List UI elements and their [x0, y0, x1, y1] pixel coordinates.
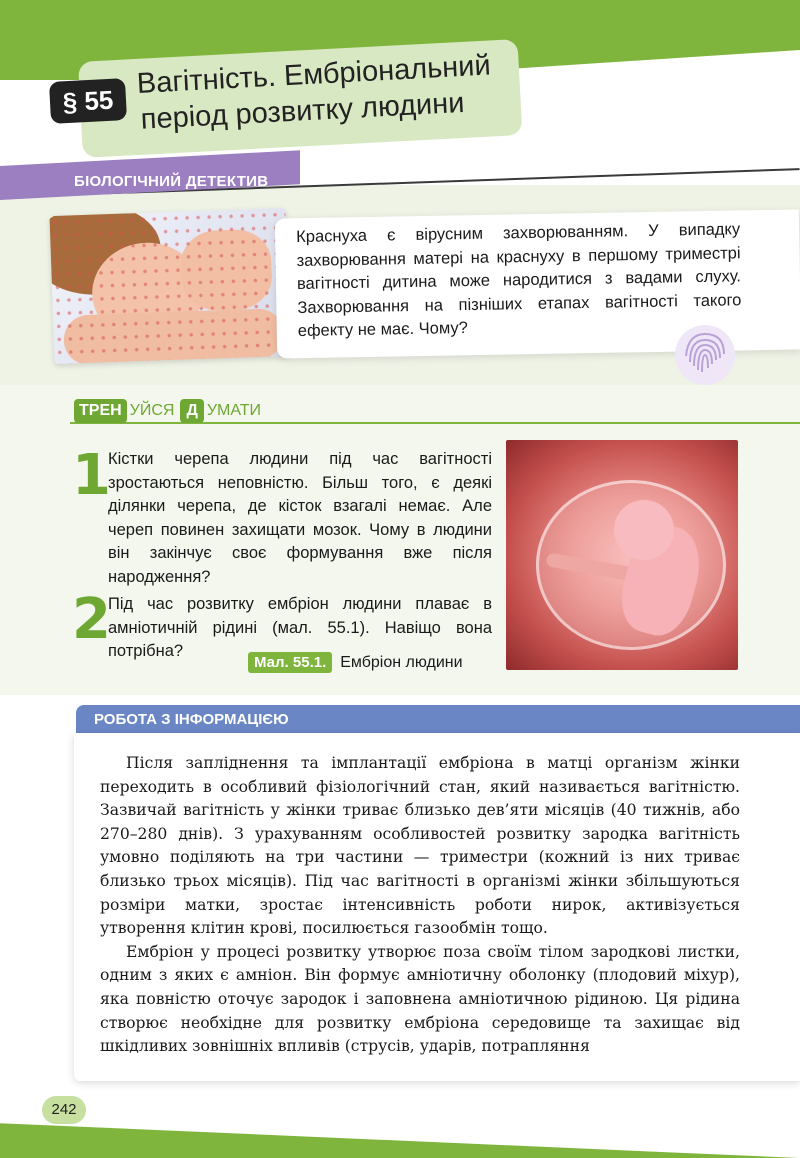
detective-text: Краснуха є вірусним захворюванням. У випадку захворювання матері на краснуху в першому триместрі вагітності дитина може народитися з вадами слуху. Захворювання на пізніших етапах вагітності такого ефекту не має. Чому?	[296, 220, 742, 340]
figure-caption	[248, 652, 463, 673]
figure-tag: Мал. 55.1.	[248, 652, 332, 673]
question-number-1: 1	[72, 443, 111, 508]
info-paragraph-1: Після запліднення та імплантації ембріона в матці організм жінки переходить в особливий фізіологічний стан, який називається вагітністю. Зазвичай вагітність у жінки триває близько дев’яти місяців (40 тижнів, або 270–280 днів). З урахуванням особливостей розвитку зародка вагітність умовно поділяють на три частини — триместри (кожний із них триває близько трьох місяців). Під час вагітності в організмі жінки збільшуються розміри матки, зростає інтенсивність роботи нирок, активізується утворення клітин крові, посилюється газообмін тощо.	[100, 754, 740, 938]
train-tag: ТРЕН	[74, 399, 127, 423]
bottom-green-band	[0, 1100, 800, 1158]
title-line-2: період розвитку людини	[139, 86, 466, 136]
fingerprint-icon	[672, 322, 738, 388]
question-number-2: 2	[72, 587, 111, 652]
think-rest: УМАТИ	[206, 402, 262, 419]
page-number: 242	[42, 1096, 86, 1124]
think-tag: Д	[180, 399, 203, 423]
info-label: РОБОТА З ІНФОРМАЦІЄЮ	[94, 711, 289, 728]
question-text-1: Кістки черепа людини під час вагітності зростаються неповністю. Більш того, є деякі ділянки черепа, де кісток взагалі немає. Але череп повинен захищати мозок. Чому в людини він закінчує своє формування вже після народження?	[108, 450, 492, 586]
train-rest: УЙСЯ	[129, 402, 175, 419]
detective-label: БІОЛОГІЧНИЙ ДЕТЕКТИВ	[74, 173, 269, 190]
embryo-photo	[506, 440, 738, 670]
section-number-badge: § 55	[49, 78, 127, 124]
figure-caption-text: Ембріон людини	[340, 653, 463, 671]
info-body	[100, 752, 740, 1059]
train-think-heading	[74, 398, 267, 424]
info-paragraph-2: Ембріон у процесі розвитку утворює поза своїм тілом зародкові листки, одним з яких є амніон. Він формує амніотичну оболонку (плодовий міхур), яка повністю оточує зародок і заповнена амніотичною рідиною. Ця рідина створює необхідне для розвитку ембріона середовище та захищає від шкідливих зовнішніх впливів (струсів, ударів, потрапляння	[100, 942, 740, 1056]
girl-with-rash-photo	[49, 208, 290, 364]
title-line-1: Вагітність. Ембріональний	[136, 49, 492, 100]
question-text-2: Під час розвитку ембріон людини плаває в амніотичній рідині (мал. 55.1). Навіщо вона потрібна?	[108, 595, 492, 660]
